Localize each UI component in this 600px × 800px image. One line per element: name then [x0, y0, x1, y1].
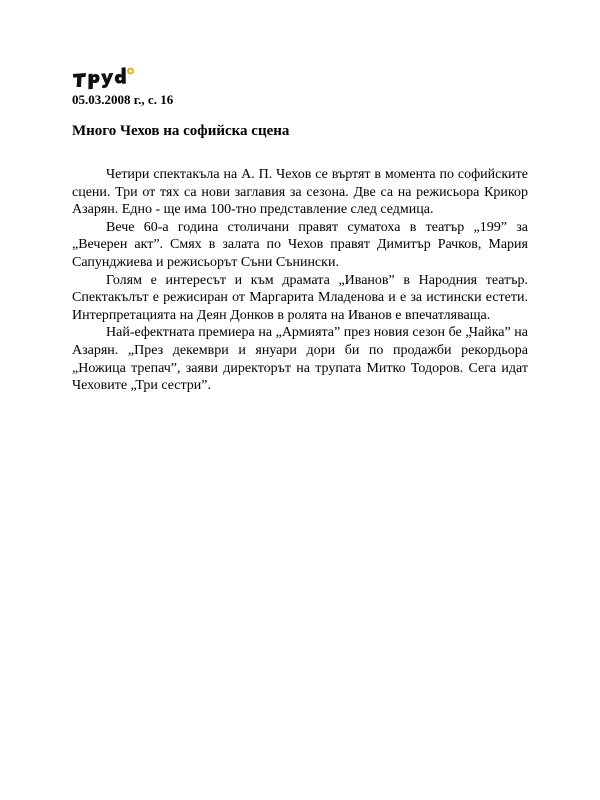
article-paragraph: Най-ефектната премиера на „Армията” през новия сезон бе „Чайка” на Азарян. „През декември и януари дори би по продажби рекордьора „Ножица трепач”, заяви директорът на трупата Митко Тодоров. Сега идат Чеховите „Три сестри”.	[72, 325, 528, 394]
article-paragraph: Четири спектакъла на А. П. Чехов се въртят в момента по софийските сцени. Три от тях са нови заглавия за сезона. Две са на режисьора Крикор Азарян. Едно - ще има 100-тно представление след седмица.	[72, 167, 528, 218]
article-body	[72, 166, 528, 395]
article-title: Много Чехов на софийска сцена	[72, 123, 290, 139]
newspaper-logo	[72, 66, 138, 90]
article-paragraph: Голям е интересът и към драмата „Иванов” в Народния театър. Спектакълът е режисиран от Маргарита Младенова и е за истински естети. Интерпретацията на Деян Донков в ролята на Иванов е впечатляваща.	[72, 272, 528, 323]
publication-date-page: 05.03.2008 г., с. 16	[72, 92, 174, 107]
trud-logo-icon	[72, 66, 138, 90]
article-paragraph: Вече 60-а година столичани правят суматоха в театър „199” за „Вечерен акт”. Смях в залата по Чехов правят Димитър Рачков, Мария Сапунджиева и режисьорът Съни Сънински.	[72, 219, 528, 270]
